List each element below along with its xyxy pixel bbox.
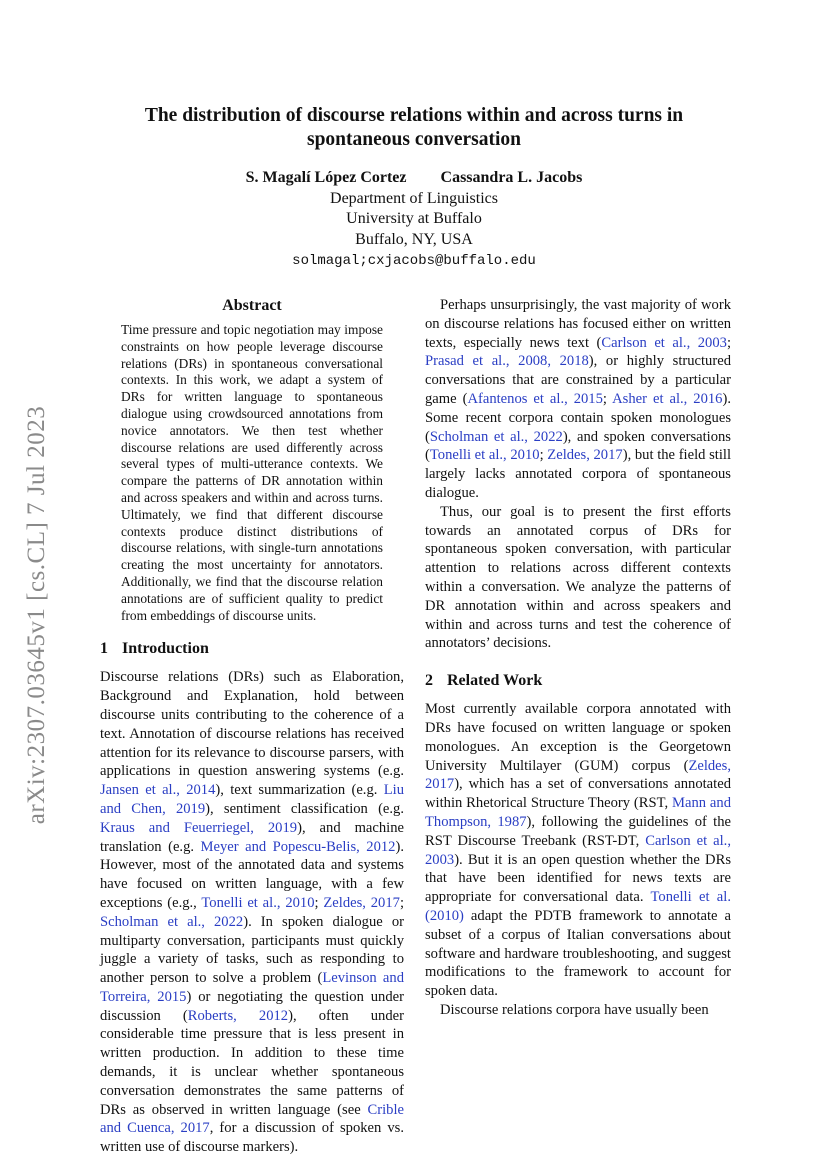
section-1-heading	[100, 638, 404, 660]
body-text: Most currently available corpora annotated with DRs have focused on written language or spoken monologues. An exception is the Georgetown University Multilayer (GUM) corpus (	[425, 701, 731, 774]
body-text: ). Some recent corpora contain spoken monologues (	[425, 390, 731, 445]
author-block	[100, 168, 728, 272]
citation-link[interactable]: Jansen et al., 2014	[100, 782, 216, 799]
paper-title: The distribution of discourse relations within and across turns in spontaneous conversation	[144, 105, 684, 150]
abstract-text: Time pressure and topic negotiation may impose constraints on how people leverage discourse relations (DRs) in spontaneous conversational contexts. In this work, we adapt a system of DRs for written language to spontaneous dialogue using crowdsourced annotations from novice annotators. We then test whether discourse relations are used differently across several types of multi-utterance contexts. We compare the patterns of DR annotation within and across speakers and within and across turns. Ultimately, we find that different discourse contexts produce distinct distributions of discourse relations, with single-turn annotations creating the most uncertainty for annotators. Additionally, we find that the discourse relation annotations are of sufficient quality to predict from embeddings of discourse units.	[121, 322, 383, 623]
body-text: ), following the guidelines of the RST Discourse Treebank (RST-DT,	[425, 813, 731, 849]
section-2-heading	[425, 670, 731, 692]
citation-link[interactable]: Scholman et al., 2022	[100, 913, 244, 930]
body-text: ) or negotiating the question under discussion (	[100, 988, 404, 1024]
body-text: ;	[602, 390, 613, 407]
citation-link[interactable]: Zeldes, 2017	[547, 447, 623, 464]
body-text: , for a discussion of spoken vs. written use of discourse markers).	[100, 1120, 404, 1156]
body-text: ;	[314, 894, 324, 911]
body-text: ), often under considerable time pressure that is less present in written production. In addition to these time demands, it is unclear whether spontaneous conversation demonstrates the same patterns of DRs as observed in written language (see	[100, 1007, 404, 1118]
intro-paragraph-3: Thus, our goal is to present the first efforts towards an annotated corpus of DRs for spontaneous spoken conversation, with particular attention to relations across different contexts within a conversation. We analyze the patterns of DR annotation within and across speakers and within and across turns and test the coherence of annotators’ decisions.	[425, 503, 731, 652]
abstract-heading: Abstract	[222, 297, 282, 314]
body-text: adapt the PDTB framework to annotate a subset of a corpus of Italian conversations about software and hardware troubleshooting, and suggest modifications to the framework to account for spoken data.	[425, 907, 731, 1000]
author-names	[100, 168, 728, 189]
section-2-title: Related Work	[447, 672, 543, 690]
affiliation-university: University at Buffalo	[346, 210, 482, 227]
citation-link[interactable]: Carlson et al., 2003	[425, 832, 731, 868]
citation-link[interactable]: Crible and Cuenca, 2017	[100, 1101, 404, 1137]
body-text: ), which has a set of conversations annotated within Rhetorical Structure Theory (RST,	[425, 776, 731, 812]
affiliation-location: Buffalo, NY, USA	[355, 230, 473, 248]
citation-link[interactable]: Zeldes, 2017	[323, 894, 400, 911]
citation-link[interactable]: Asher et al., 2016	[612, 390, 723, 407]
section-1-title: Introduction	[122, 640, 209, 658]
citation-link[interactable]: Kraus and Feuerriegel, 2019	[100, 819, 298, 836]
body-text: ). In spoken dialogue or multiparty conversation, participants must quickly juggle a variety of tasks, such as responding to another person to solve a problem (	[100, 913, 404, 987]
author-2: Cassandra L. Jacobs	[440, 169, 583, 186]
left-column	[100, 296, 404, 1157]
body-text: ;	[539, 447, 548, 464]
body-text: Discourse relations (DRs) such as Elaboration, Background and Explanation, hold between discourse units contributing to the coherence of a text. Annotation of discourse relations has received attention for its relevance to discourse parsers, with applications in question answering systems (e.g.	[100, 669, 404, 780]
citation-link[interactable]: Tonelli et al., 2010	[201, 894, 315, 911]
related-work-paragraph-1	[425, 700, 731, 1001]
body-text: Perhaps unsurprisingly, the vast majority of work on discourse relations has focused either on written texts, especially news text (	[425, 297, 731, 351]
right-column	[425, 296, 731, 1020]
body-text: ), or highly structured conversations that are constrained by a particular game (	[425, 353, 731, 407]
citation-link[interactable]: Mann and Thompson, 1987	[425, 795, 731, 830]
citation-link[interactable]: Prasad et al., 2008, 2018	[425, 353, 589, 370]
body-text: ;	[399, 894, 405, 911]
citation-link[interactable]: Zeldes, 2017	[425, 757, 731, 793]
body-text: ), and machine translation (e.g.	[100, 819, 404, 855]
section-2-number: 2	[425, 672, 433, 690]
arxiv-id-text: arXiv:2307.03645v1 [cs.CL] 7 Jul 2023	[23, 405, 50, 825]
body-text: ), text summarization (e.g.	[215, 782, 384, 799]
body-text: ;	[726, 334, 731, 351]
affiliation-department: Department of Linguistics	[330, 189, 498, 207]
related-work-paragraph-2: Discourse relations corpora have usually been	[440, 1001, 709, 1018]
citation-link[interactable]: Levinson and Torreira, 2015	[100, 970, 404, 1005]
author-1: S. Magalí López Cortez	[245, 169, 407, 186]
citation-link[interactable]: Scholman et al., 2022	[429, 428, 563, 445]
citation-link[interactable]: Meyer and Popescu-Belis, 2012	[200, 838, 396, 855]
citation-link[interactable]: Liu and Chen, 2019	[100, 782, 404, 817]
body-text: ), but the field still largely lacks annotated corpora of spontaneous dialogue.	[425, 447, 731, 501]
body-text: ), and spoken conversations (	[425, 428, 731, 464]
body-text: ). But it is an open question whether the DRs that have been identified for news texts are appropriate for conversational data.	[425, 851, 731, 906]
body-text: ). However, most of the annotated data and systems have focused on written language, with a few exceptions (e.g.,	[100, 838, 404, 911]
arxiv-sidebar-stamp	[22, 380, 52, 850]
section-1-number: 1	[100, 640, 108, 658]
citation-link[interactable]: Carlson et al., 2003	[601, 334, 727, 351]
citation-link[interactable]: Tonelli et al., 2010	[429, 447, 540, 464]
intro-paragraph-2	[425, 296, 731, 503]
body-text: ), sentiment classification (e.g.	[205, 800, 404, 817]
citation-link[interactable]: Tonelli et al. (2010)	[425, 889, 731, 924]
citation-link[interactable]: Afantenos et al., 2015	[467, 390, 603, 407]
citation-link[interactable]: Roberts, 2012	[187, 1007, 289, 1024]
intro-paragraph-1	[100, 668, 404, 1157]
author-email: solmagal;cxjacobs@buffalo.edu	[292, 253, 536, 269]
